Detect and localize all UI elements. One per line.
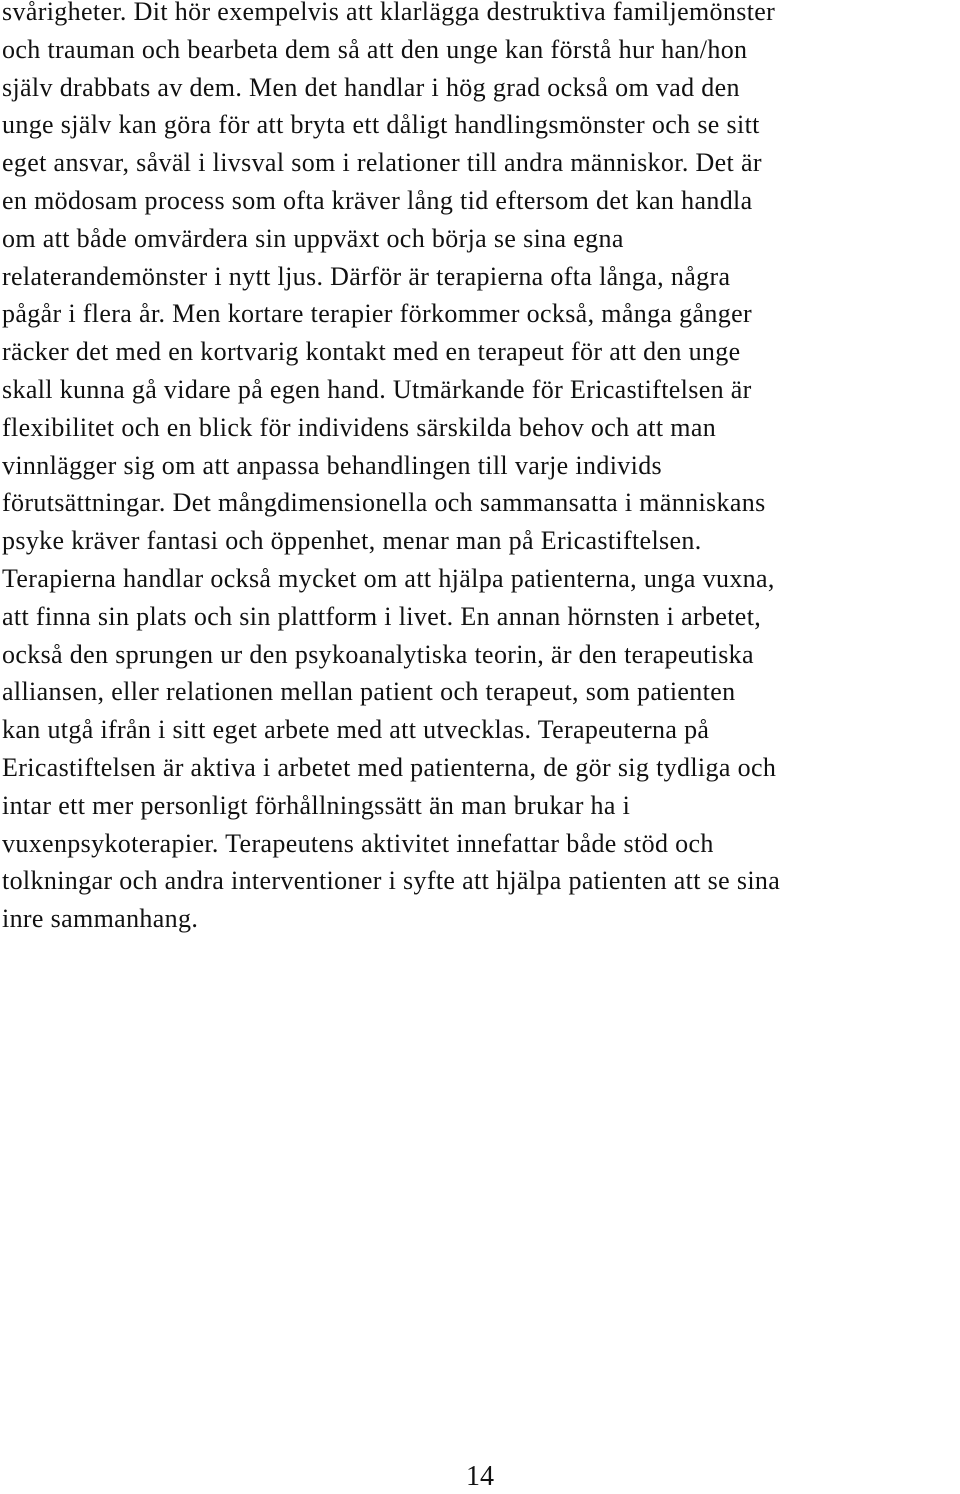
text-line-21: Ericastiftelsen är aktiva i arbetet med patienterna, de gör sig tydliga och [2,752,777,782]
text-line-18: också den sprungen ur den psykoanalytiska teorin, är den terapeutiska [2,639,754,669]
text-line-7: om att både omvärdera sin uppväxt och börja se sina egna [2,223,624,253]
text-line-13: vinnlägger sig om att anpassa behandlingen till varje individs [2,450,663,480]
text-line-11: skall kunna gå vidare på egen hand. Utmärkande för Ericastiftelsen är [2,374,752,404]
text-line-8: relaterandemönster i nytt ljus. Därför är terapierna ofta långa, några [2,261,731,291]
text-line-17: att finna sin plats och sin plattform i livet. En annan hörnsten i arbetet, [2,601,762,631]
body-text [2,0,960,938]
page-number: 14 [466,1461,494,1492]
text-line-14: förutsättningar. Det mångdimensionella och sammansatta i människans [2,488,766,518]
text-line-4: unge själv kan göra för att bryta ett dåligt handlingsmönster och se sitt [2,110,760,140]
text-line-22: intar ett mer personligt förhållningssätt än man brukar ha i [2,790,631,820]
text-line-12: flexibilitet och en blick för individens särskilda behov och att man [2,412,717,442]
text-line-5: eget ansvar, såväl i livsval som i relationer till andra människor. Det är [2,148,762,178]
text-line-16: Terapierna handlar också mycket om att hjälpa patienterna, unga vuxna, [2,563,775,593]
text-line-3: själv drabbats av dem. Men det handlar i hög grad också om vad den [2,72,740,102]
text-line-19: alliansen, eller relationen mellan patient och terapeut, som patienten [2,677,736,707]
text-line-1: svårigheter. Dit hör exempelvis att klarlägga destruktiva familjemönster [2,0,776,26]
text-line-6: en mödosam process som ofta kräver lång tid eftersom det kan handla [2,185,753,215]
text-line-25: inre sammanhang. [2,904,199,934]
text-line-9: pågår i flera år. Men kortare terapier förkommer också, många gånger [2,299,753,329]
text-line-15: psyke kräver fantasi och öppenhet, menar man på Ericastiftelsen. [2,526,702,556]
text-line-2: och trauman och bearbeta dem så att den unge kan förstå hur han/hon [2,34,748,64]
text-line-24: tolkningar och andra interventioner i syfte att hjälpa patienten att se sina [2,866,781,896]
text-line-10: räcker det med en kortvarig kontakt med en terapeut för att den unge [2,337,741,367]
text-line-23: vuxenpsykoterapier. Terapeutens aktivitet innefattar både stöd och [2,828,714,858]
text-line-20: kan utgå ifrån i sitt eget arbete med att utvecklas. Terapeuterna på [2,715,710,745]
